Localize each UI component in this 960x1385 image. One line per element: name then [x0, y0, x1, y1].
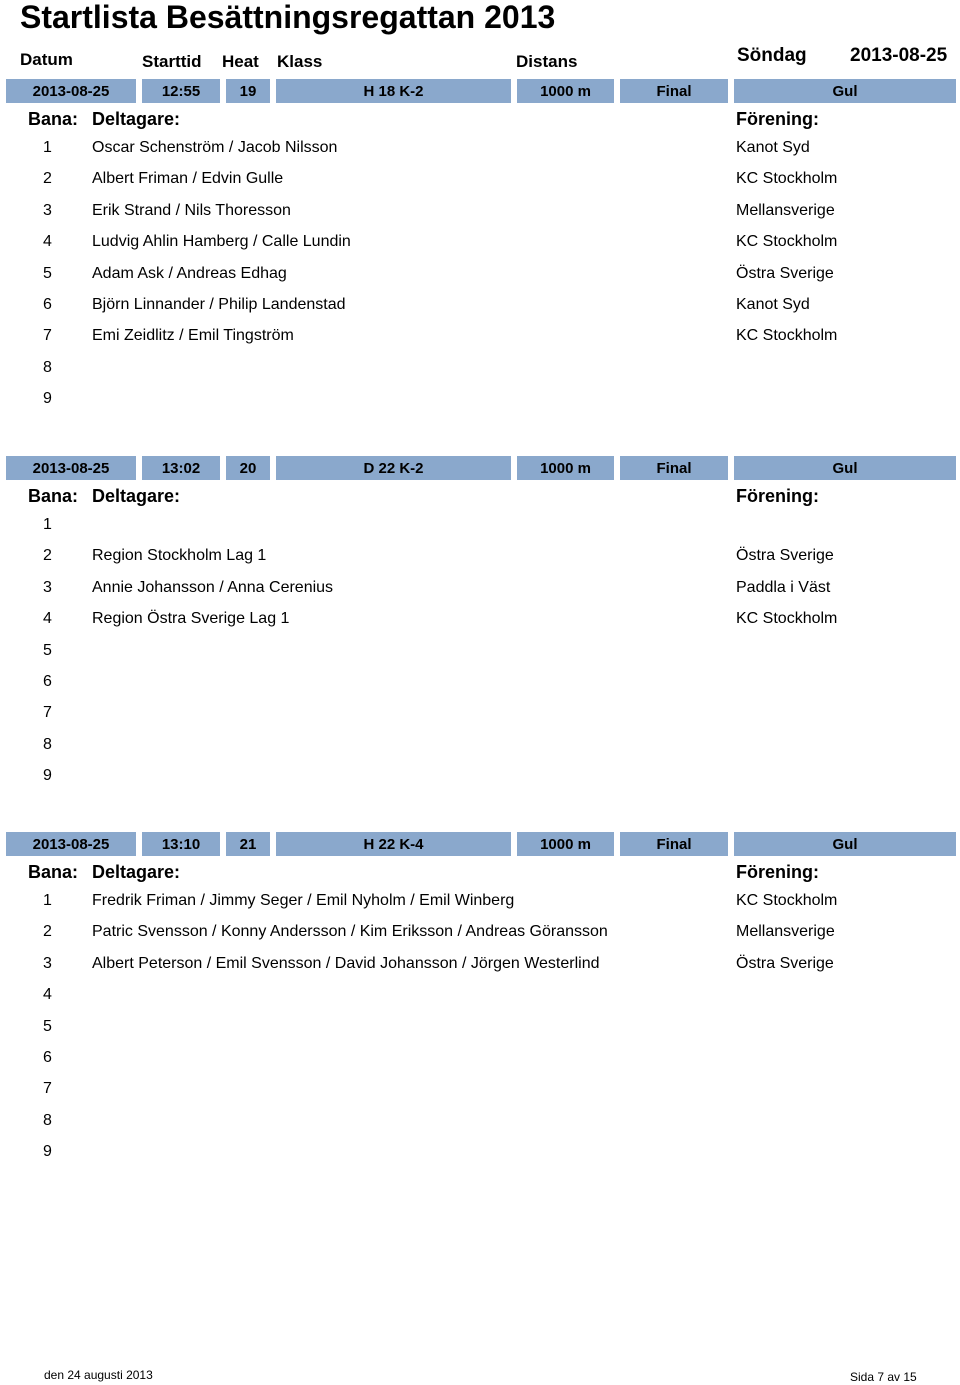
club-label: Förening: — [736, 862, 819, 882]
lane-row — [0, 514, 960, 536]
race-start-time: 13:10 — [142, 832, 220, 856]
race-start-time: 13:02 — [142, 456, 220, 480]
race-group: Gul — [734, 79, 956, 103]
race-header-bar — [0, 79, 960, 103]
race-class: H 22 K-4 — [276, 832, 511, 856]
column-header-klass: Klass — [277, 52, 323, 71]
lane-row — [0, 137, 960, 159]
column-header-datum: Datum — [20, 50, 73, 69]
lane-participants: Ludvig Ahlin Hamberg / Calle Lundin — [92, 233, 351, 251]
footer-page-number: Sida 7 av 15 — [850, 1370, 917, 1384]
lane-participants: Patric Svensson / Konny Andersson / Kim Eriksson / Andreas Göransson — [92, 923, 608, 941]
lane-number: 4 — [43, 986, 52, 1004]
lane-club: Östra Sverige — [736, 264, 834, 282]
lane-row — [0, 984, 960, 1006]
column-header-heat: Heat — [222, 52, 259, 71]
lane-club: KC Stockholm — [736, 892, 838, 909]
lane-label: Bana: — [28, 486, 79, 506]
lane-participants: Annie Johansson / Anna Cerenius — [92, 578, 334, 596]
lane-club: Kanot Syd — [736, 296, 810, 313]
lane-club: KC Stockholm — [736, 233, 838, 251]
race-distance: 1000 m — [517, 79, 614, 103]
race-round: Final — [620, 79, 728, 103]
lane-row — [0, 1141, 960, 1163]
lane-club: Östra Sverige — [736, 547, 834, 565]
race-distance: 1000 m — [517, 456, 614, 480]
lane-number: 9 — [43, 767, 52, 785]
lane-number: 1 — [43, 516, 52, 533]
participants-label: Deltagare: — [92, 109, 181, 129]
race-round: Final — [620, 832, 728, 856]
lane-number: 9 — [43, 1143, 52, 1161]
race-group: Gul — [734, 456, 956, 480]
lane-row — [0, 263, 960, 285]
lane-participants: Region Östra Sverige Lag 1 — [92, 610, 290, 628]
participants-label: Deltagare: — [92, 486, 181, 506]
lane-number: 5 — [43, 264, 52, 282]
lane-club: KC Stockholm — [736, 170, 838, 188]
lane-number: 3 — [43, 954, 52, 972]
lane-club: Östra Sverige — [736, 954, 834, 972]
race-heat: 19 — [226, 79, 270, 103]
lane-number: 1 — [43, 139, 52, 156]
lane-number: 4 — [43, 233, 52, 251]
race-heat: 20 — [226, 456, 270, 480]
lane-participants: Erik Strand / Nils Thoresson — [92, 201, 291, 219]
lane-label: Bana: — [28, 862, 79, 882]
lane-row — [0, 388, 960, 410]
club-label: Förening: — [736, 109, 819, 129]
club-label: Förening: — [736, 486, 819, 506]
lane-participants: Björn Linnander / Philip Landenstad — [92, 296, 346, 313]
column-header-starttid: Starttid — [142, 52, 202, 71]
race-date: 2013-08-25 — [6, 456, 136, 480]
lane-row — [0, 357, 960, 379]
lane-row — [0, 921, 960, 943]
lane-participants: Fredrik Friman / Jimmy Seger / Emil Nyholm / Emil Winberg — [92, 892, 515, 909]
race-header-bar — [0, 456, 960, 480]
column-header-distans: Distans — [516, 52, 578, 71]
lane-column-headers — [0, 485, 960, 507]
date-header: 2013-08-25 — [850, 45, 948, 66]
lane-row — [0, 231, 960, 253]
lane-number: 9 — [43, 390, 52, 408]
lane-column-headers — [0, 108, 960, 130]
lane-row — [0, 702, 960, 724]
lane-row — [0, 734, 960, 756]
lane-number: 3 — [43, 201, 52, 219]
lane-number: 4 — [43, 610, 52, 628]
lane-number: 2 — [43, 923, 52, 941]
page-title: Startlista Besättningsregattan 2013 — [20, 0, 556, 35]
lane-number: 7 — [43, 1080, 52, 1098]
lane-column-headers — [0, 861, 960, 883]
lane-number: 2 — [43, 547, 52, 565]
lane-number: 3 — [43, 578, 52, 596]
lane-row — [0, 1016, 960, 1038]
lane-row — [0, 608, 960, 630]
lane-row — [0, 765, 960, 787]
lane-row — [0, 953, 960, 975]
lane-row — [0, 640, 960, 662]
participants-label: Deltagare: — [92, 862, 181, 882]
lane-number: 7 — [43, 327, 52, 345]
lane-number: 5 — [43, 641, 52, 659]
lane-row — [0, 890, 960, 912]
lane-row — [0, 294, 960, 316]
lane-participants: Oscar Schenström / Jacob Nilsson — [92, 139, 338, 156]
lane-row — [0, 1047, 960, 1069]
race-date: 2013-08-25 — [6, 832, 136, 856]
race-group: Gul — [734, 832, 956, 856]
lane-row — [0, 200, 960, 222]
race-start-time: 12:55 — [142, 79, 220, 103]
race-round: Final — [620, 456, 728, 480]
lane-row — [0, 545, 960, 567]
lane-club: Mellansverige — [736, 923, 835, 941]
lane-number: 6 — [43, 296, 52, 313]
race-date: 2013-08-25 — [6, 79, 136, 103]
weekday-header: Söndag — [737, 45, 807, 66]
lane-number: 7 — [43, 704, 52, 722]
lane-number: 5 — [43, 1017, 52, 1035]
lane-participants: Region Stockholm Lag 1 — [92, 547, 267, 565]
lane-row — [0, 1110, 960, 1132]
race-heat: 21 — [226, 832, 270, 856]
lane-number: 8 — [43, 735, 52, 753]
lane-club: Paddla i Väst — [736, 578, 831, 596]
lane-participants: Emi Zeidlitz / Emil Tingström — [92, 327, 294, 345]
lane-row — [0, 671, 960, 693]
race-header-bar — [0, 832, 960, 856]
lane-number: 6 — [43, 1049, 52, 1066]
lane-participants: Adam Ask / Andreas Edhag — [92, 264, 287, 282]
lane-club: KC Stockholm — [736, 610, 838, 628]
race-class: H 18 K-2 — [276, 79, 511, 103]
lane-row — [0, 325, 960, 347]
lane-row — [0, 168, 960, 190]
lane-number: 8 — [43, 1111, 52, 1129]
footer-print-date: den 24 augusti 2013 — [44, 1368, 153, 1382]
lane-label: Bana: — [28, 109, 79, 129]
lane-number: 8 — [43, 358, 52, 376]
race-class: D 22 K-2 — [276, 456, 511, 480]
lane-row — [0, 577, 960, 599]
lane-club: KC Stockholm — [736, 327, 838, 345]
race-distance: 1000 m — [517, 832, 614, 856]
lane-participants: Albert Friman / Edvin Gulle — [92, 170, 284, 188]
lane-club: Mellansverige — [736, 201, 835, 219]
lane-club: Kanot Syd — [736, 139, 810, 156]
lane-participants: Albert Peterson / Emil Svensson / David Johansson / Jörgen Westerlind — [92, 954, 600, 972]
lane-number: 6 — [43, 673, 52, 690]
lane-number: 1 — [43, 892, 52, 909]
lane-row — [0, 1078, 960, 1100]
lane-number: 2 — [43, 170, 52, 188]
